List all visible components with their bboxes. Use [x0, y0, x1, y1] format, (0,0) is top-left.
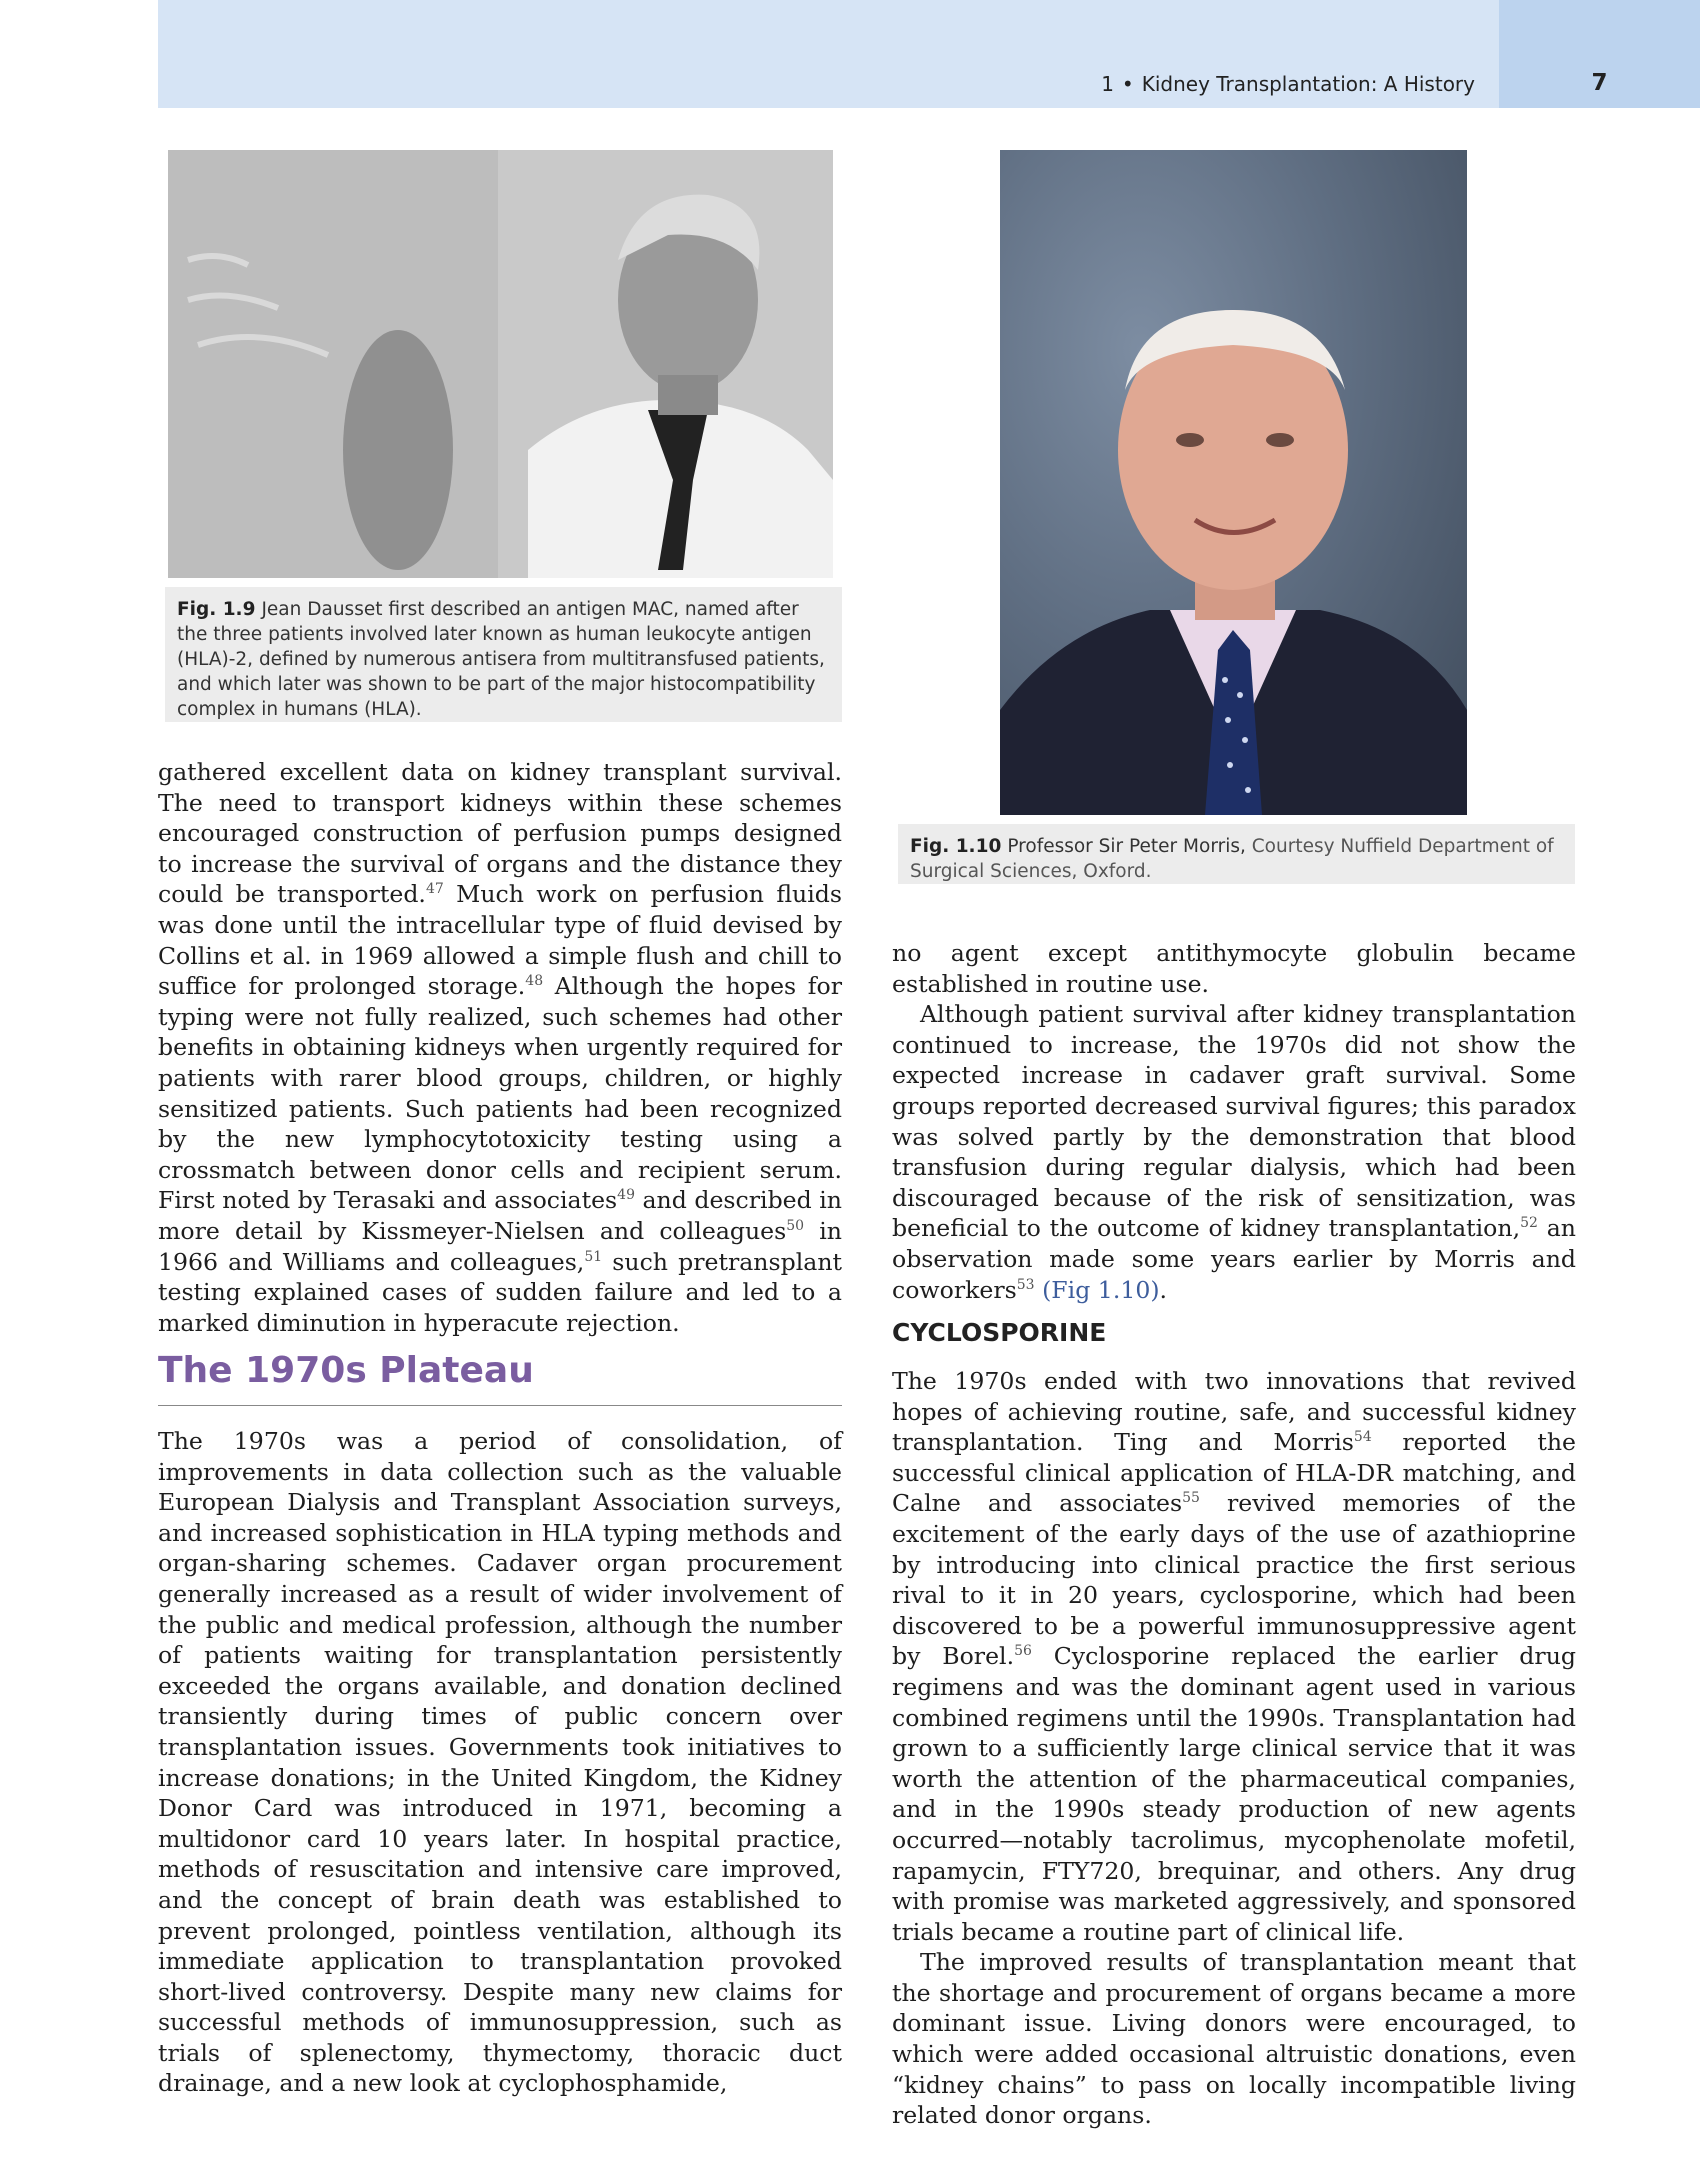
text-run: and described in more detail by Kissmeyer-Nielsen and colleagues: [158, 1186, 842, 1245]
figure-1-10-label: Fig. 1.10: [910, 836, 1002, 857]
paragraph: [158, 757, 842, 1338]
reference-55: 55: [1182, 1490, 1200, 1507]
page-number: 7: [1591, 70, 1608, 96]
figure-1-10-caption-name: Professor Sir Peter Morris,: [1007, 836, 1246, 857]
reference-49: 49: [617, 1187, 635, 1204]
bullet-separator: •: [1121, 72, 1134, 96]
chapter-title: Kidney Transplantation: A History: [1141, 72, 1475, 96]
figure-1-9-caption: [165, 587, 842, 722]
paragraph: [892, 1366, 1576, 1947]
text-run: Although patient survival after kidney transplantation continued to increase, the 1970s did not show the expected increase in cadaver graft survival. Some groups reported decreased survival figures; this paradox was solved partly by the demonstration that blood transfusion during regular dialysis, which had been discouraged because of the risk of sensitization, was beneficial to the outcome of kidney transplantation,: [892, 1000, 1576, 1243]
text-run: gathered excellent data on kidney transplant survival. The need to transport kidneys within these schemes encouraged construction of perfusion pumps designed to increase the survival of organs and the distance they could be transported.: [158, 758, 842, 909]
right-column-bottom-text: [892, 1366, 1576, 2131]
text-run: reported the successful clinical application of HLA-DR matching, and Calne and associates: [892, 1428, 1576, 1518]
figure-1-10-caption: [898, 824, 1575, 884]
reference-51: 51: [584, 1248, 603, 1265]
chapter-number: 1: [1101, 72, 1114, 96]
section-heading: The 1970s Plateau: [158, 1350, 842, 1406]
text-run: in 1966 and Williams and colleagues,: [158, 1216, 842, 1276]
running-head: [1101, 72, 1475, 96]
reference-56: 56: [1014, 1643, 1032, 1660]
figure-1-10-photo: [1000, 150, 1467, 815]
text-run: Much work on perfusion fluids was done until the intracellular type of fluid devised by Collins et al. in 1969 allowed a simple flush and chill to suffice for prolonged storage.: [158, 880, 843, 1001]
text-run: such pretransplant testing explained cases of sudden failure and led to a marked diminution in hyperacute rejection.: [158, 1247, 842, 1337]
paragraph: no agent except antithymocyte globulin became established in routine use.: [892, 939, 1576, 998]
text-run: .: [1159, 1275, 1168, 1304]
reference-48: 48: [525, 973, 544, 990]
text-run: Although the hopes for typing were not fully realized, such schemes had other benefits in obtaining kidneys when urgently required for patients with rarer blood groups, children, or highly sensitized patients. Such patients had been recognized by the new lymphocytotoxicity testing using a crossmatch between donor cells and recipient serum. First noted by Terasaki and associates: [158, 972, 842, 1215]
paragraph: [892, 999, 1576, 1305]
left-column-top-text: [158, 757, 842, 1338]
figure-1-10-caption-courtesy: Courtesy Nuffield Department of Surgical Sciences, Oxford.: [910, 836, 1554, 882]
text-run: The 1970s ended with two innovations that revived hopes of achieving routine, safe, and successful kidney transplantation. Ting and Morris: [892, 1367, 1576, 1457]
left-column-bottom-text: [158, 1426, 842, 2099]
figure-1-9-caption-text: Jean Dausset first described an antigen MAC, named after the three patients involved later known as human leukocyte antigen (HLA)-2, defined by numerous antisera from multitransfused patients, and which later was shown to be part of the major histocompatibility complex in humans (HLA).: [177, 599, 825, 720]
reference-52: 52: [1520, 1215, 1538, 1232]
reference-47: 47: [425, 881, 444, 898]
figure-1-9-label: Fig. 1.9: [177, 599, 256, 620]
reference-54: 54: [1353, 1429, 1372, 1446]
text-run: an observation made some years earlier by Morris and coworkers: [892, 1214, 1577, 1304]
reference-53: 53: [1016, 1276, 1035, 1293]
right-column-top-text: [892, 938, 1576, 1305]
subheading-cyclosporine: CYCLOSPORINE: [892, 1318, 1107, 1347]
reference-50: 50: [786, 1218, 805, 1235]
paragraph: The 1970s was a period of consolidation, of improvements in data collection such as the valuable European Dialysis and Transplant Association surveys, and increased sophistication in HLA typing methods and organ-sharing schemes. Cadaver organ procurement generally increased as a result of wider involvement of the public and medical profession, although the number of patients waiting for transplantation persistently exceeded the organs available, and donation declined transiently during times of public concern over transplantation issues. Governments took initiatives to increase donations; in the United Kingdom, the Kidney Donor Card was introduced in 1971, becoming a multidonor card 10 years later. In hospital practice, methods of resuscitation and intensive care improved, and the concept of brain death was established to prevent prolonged, pointless ventilation, although its immediate application to transplantation provoked short-lived controversy. Despite many new claims for successful methods of immunosuppression, such as trials of splenectomy, thymectomy, thoracic duct drainage, and a new look at cyclophosphamide,: [158, 1427, 842, 2098]
text-run: revived memories of the excitement of the early days of the use of azathioprine by introducing into clinical practice the first serious rival to it in 20 years, cyclosporine, which had been discovered to be a powerful immunosuppressive agent by Borel.: [892, 1489, 1576, 1671]
text-run: Cyclosporine replaced the earlier drug regimens and was the dominant agent used in various combined regimens until the 1990s. Transplantation had grown to a sufficiently large clinical service that it was worth the attention of the pharmaceutical companies, and in the 1990s steady production of new agents occurred—notably tacrolimus, mycophenolate mofetil, rapamycin, FTY720, brequinar, and others. Any drug with promise was marketed aggressively, and sponsored trials became a routine part of clinical life.: [892, 1642, 1576, 1946]
figure-1-10-link[interactable]: (Fig 1.10): [1042, 1275, 1160, 1304]
figure-1-9-photo: [168, 150, 833, 578]
paragraph: The improved results of transplantation meant that the shortage and procurement of organs became a more dominant issue. Living donors were encouraged, to which were added occasional altruistic donations, even “kidney chains” to pass on locally incompatible living related donor organs.: [892, 1948, 1576, 2130]
